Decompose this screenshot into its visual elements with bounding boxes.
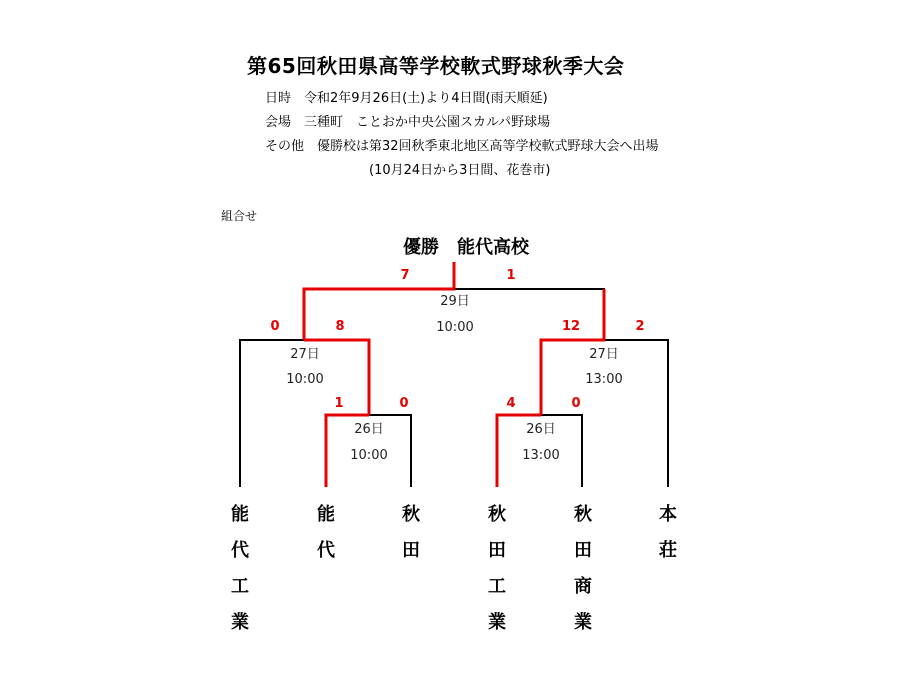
champion-label: 優勝 能代高校 (403, 237, 529, 258)
score-r1-right-right: 0 (571, 396, 581, 411)
line-honjo (604, 340, 668, 487)
score-final-left: 7 (400, 268, 410, 283)
r1-left-time: 10:00 (350, 448, 388, 463)
line-final-right (454, 289, 604, 340)
semi-right-day: 27日 (589, 347, 619, 362)
semi-left-time: 10:00 (286, 372, 324, 387)
semi-left-day: 27日 (290, 347, 320, 362)
score-semi-left-right: 8 (335, 319, 345, 334)
info-venue: 会場 三種町 ことおか中央公園スカルパ野球場 (265, 115, 551, 130)
score-semi-left-left: 0 (270, 319, 280, 334)
semi-right-time: 13:00 (585, 372, 623, 387)
r1-right-time: 13:00 (522, 448, 560, 463)
r1-right-day: 26日 (526, 422, 556, 437)
team-noshiro-kogyo: 能代工業 (231, 504, 249, 633)
score-r1-left-right: 0 (399, 396, 409, 411)
final-time: 10:00 (436, 320, 474, 335)
info-other: その他 優勝校は第32回秋季東北地区高等学校軟式野球大会へ出場 (265, 139, 659, 154)
bracket-label: 組合せ (221, 209, 258, 223)
score-r1-left-left: 1 (334, 396, 344, 411)
score-final-right: 1 (506, 268, 516, 283)
info-other-note: (10月24日から3日間、花巻市) (369, 163, 551, 178)
team-akita: 秋田 (402, 504, 420, 561)
line-noshiro-kogyo (240, 340, 304, 487)
team-akita-shogyo: 秋田商業 (574, 504, 592, 633)
info-date: 日時 令和2年9月26日(土)より4日間(雨天順延) (265, 91, 548, 106)
final-day: 29日 (440, 294, 470, 309)
score-r1-right-left: 4 (506, 396, 516, 411)
team-honjo: 本荘 (659, 504, 677, 561)
page-title: 第65回秋田県高等学校軟式野球秋季大会 (247, 54, 625, 78)
winner-line-final (304, 262, 454, 340)
score-semi-right-right: 2 (635, 319, 645, 334)
score-semi-right-left: 12 (561, 319, 581, 334)
team-akita-kogyo: 秋田工業 (488, 504, 506, 633)
team-noshiro: 能代 (317, 504, 335, 561)
r1-left-day: 26日 (354, 422, 384, 437)
